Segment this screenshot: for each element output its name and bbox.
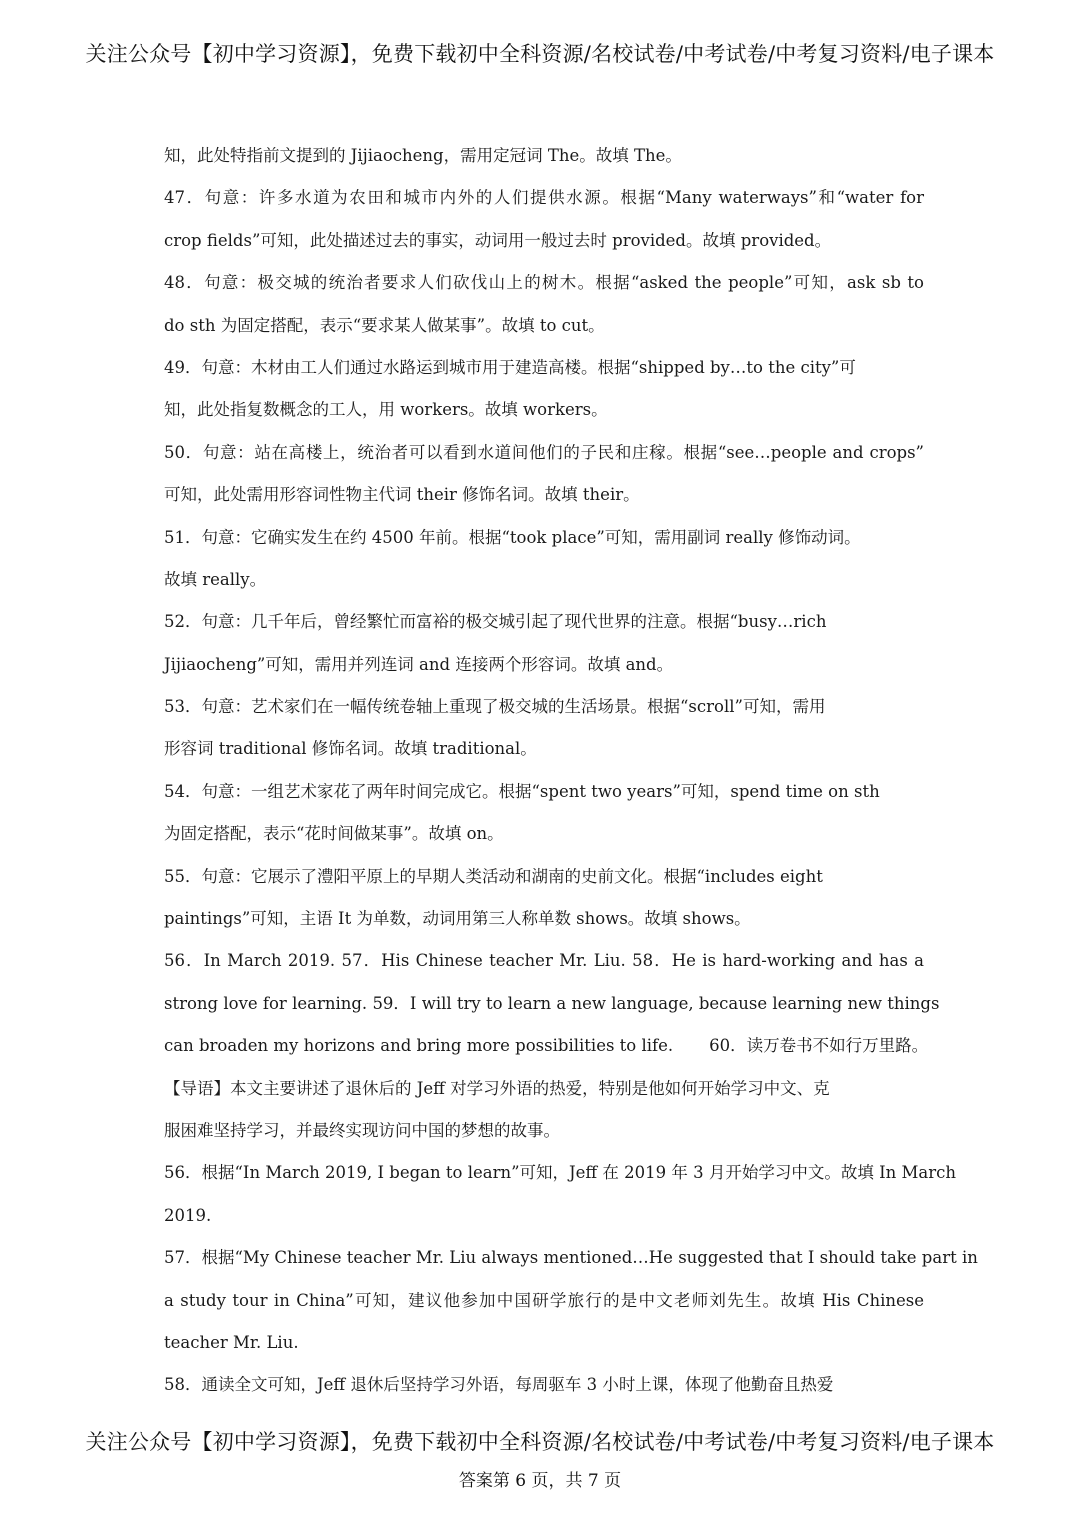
text-line: 47．句意：许多水道为农田和城市内外的人们提供水源。根据“Many waterways”和“water for <box>164 188 924 208</box>
text-line: 55．句意：它展示了澧阳平原上的早期人类活动和湖南的史前文化。根据“includes eight <box>164 866 823 886</box>
answer-content <box>164 135 978 1407</box>
text-line: paintings”可知，主语 It 为单数，动词用第三人称单数 shows。故填 shows。 <box>164 909 751 929</box>
text-line: 56．根据“In March 2019, I began to learn”可知，Jeff 在 2019 年 3 月开始学习中文。故填 In March <box>164 1163 956 1183</box>
text-line: 形容词 traditional 修饰名词。故填 traditional。 <box>164 739 537 759</box>
text-line: 49．句意：木材由工人们通过水路运到城市用于建造高楼。根据“shipped by…to the city”可 <box>164 357 856 377</box>
answer-60: 60．读万卷书不如行万里路。 <box>709 1036 929 1056</box>
text-line: 51．句意：它确实发生在约 4500 年前。根据“took place”可知，需用副词 really 修饰动词。 <box>164 527 861 547</box>
text-line: 54．句意：一组艺术家花了两年时间完成它。根据“spent two years”可知，spend time on sth <box>164 781 880 801</box>
footer-banner: 关注公众号【初中学习资源】，免费下载初中全科资源/名校试卷/中考试卷/中考复习资料/电子课本 <box>85 1430 995 1454</box>
text-line: 58．通读全文可知，Jeff 退休后坚持学习外语，每周驱车 3 小时上课，体现了他勤奋且热爱 <box>164 1375 834 1395</box>
text-line: 53．句意：艺术家们在一幅传统卷轴上重现了极交城的生活场景。根据“scroll”可知，需用 <box>164 697 826 717</box>
text-line: crop fields”可知，此处描述过去的事实，动词用一般过去时 provided。故填 provided。 <box>164 230 832 250</box>
text-line: 57．根据“My Chinese teacher Mr. Liu always mentioned…He suggested that I should take part in <box>164 1248 978 1268</box>
text-line: a study tour in China”可知，建议他参加中国研学旅行的是中文老师刘先生。故填 His Chinese <box>164 1290 924 1310</box>
answer-59-end: can broaden my horizons and bring more possibilities to life. <box>164 1036 674 1056</box>
answer-59-start: 59．I will try to learn a new language, because learning new things <box>372 993 940 1013</box>
text-line: 50．句意：站在高楼上，统治者可以看到水道间他们的子民和庄稼。根据“see…people and crops” <box>164 442 924 462</box>
text-line: do sth 为固定搭配，表示“要求某人做某事”。故填 to cut。 <box>164 315 605 335</box>
text-line: 知，此处特指前文提到的 Jijiaocheng，需用定冠词 The。故填 The。 <box>164 146 682 165</box>
answer-line <box>164 983 940 1025</box>
text-line: 52．句意：几千年后，曾经繁忙而富裕的极交城引起了现代世界的注意。根据“busy…rich <box>164 612 827 632</box>
answer-line <box>164 1025 929 1067</box>
answer-58-start: 58．He is hard-working and has a <box>632 951 924 971</box>
answer-57: 57．His Chinese teacher Mr. Liu. <box>341 951 626 971</box>
answer-line <box>164 940 924 982</box>
text-line: 2019. <box>164 1205 212 1225</box>
text-line: 为固定搭配，表示“花时间做某事”。故填 on。 <box>164 824 504 844</box>
header-banner: 关注公众号【初中学习资源】，免费下载初中全科资源/名校试卷/中考试卷/中考复习资料/电子课本 <box>85 42 995 66</box>
text-line: 可知，此处需用形容词性物主代词 their 修饰名词。故填 their。 <box>164 485 640 505</box>
answer-58-end: strong love for learning. <box>164 993 368 1013</box>
page-number: 答案第 6 页，共 7 页 <box>458 1471 622 1491</box>
text-line: 48．句意：极交城的统治者要求人们砍伐山上的树木。根据“asked the people”可知，ask sb to <box>164 273 924 293</box>
text-line: 知，此处指复数概念的工人，用 workers。故填 workers。 <box>164 400 608 420</box>
text-line: Jijiaocheng”可知，需用并列连词 and 连接两个形容词。故填 and。 <box>164 654 674 674</box>
text-line: teacher Mr. Liu. <box>164 1332 299 1352</box>
text-line: 【导语】本文主要讲述了退休后的 Jeff 对学习外语的热爱，特别是他如何开始学习中文、克 <box>164 1078 830 1098</box>
text-line: 服困难坚持学习，并最终实现访问中国的梦想的故事。 <box>164 1120 560 1140</box>
answer-56: 56．In March 2019. <box>164 951 336 971</box>
text-line: 故填 really。 <box>164 569 267 589</box>
